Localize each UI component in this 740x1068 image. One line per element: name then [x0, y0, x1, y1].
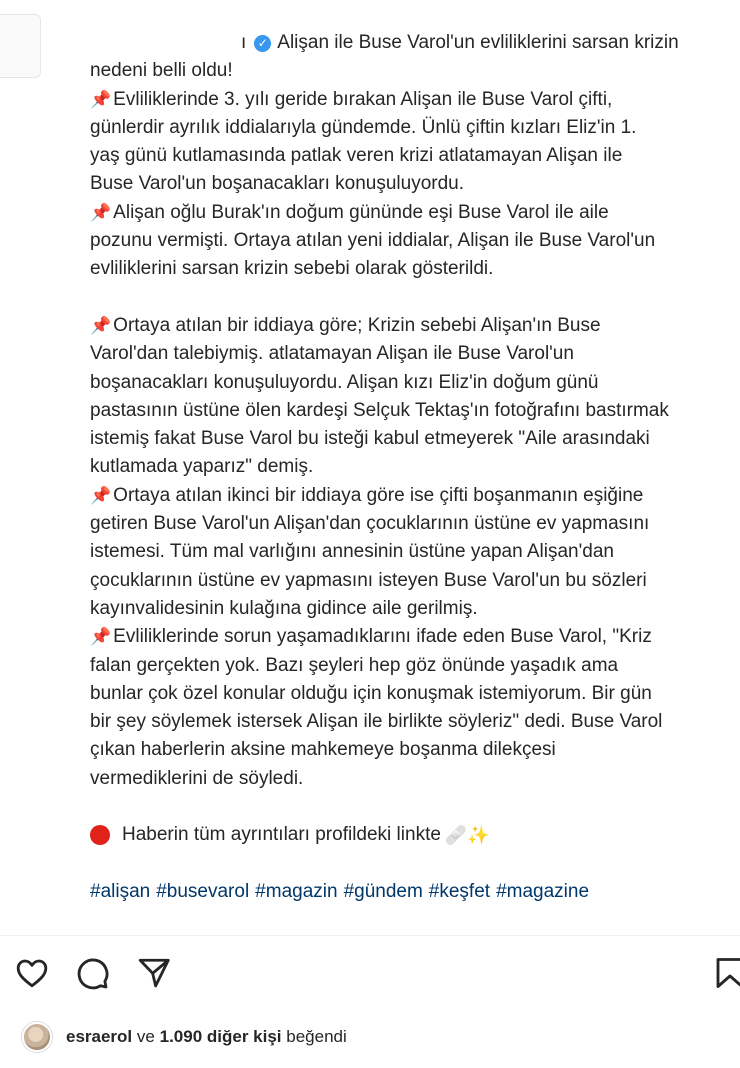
caption-text: yaş günü kutlamasında patlak veren krizi atlatamayan Alişan ile	[90, 145, 623, 167]
hashtag-link[interactable]: #keşfet	[428, 880, 491, 902]
save-button[interactable]	[712, 955, 740, 996]
caption-line	[90, 821, 738, 849]
caption-line	[90, 199, 738, 227]
heart-icon	[14, 955, 50, 991]
caption-text: falan gerçekten yok. Bazı şeyleri hep göz önünde yaşadık ama	[90, 654, 619, 676]
comment-button[interactable]	[74, 955, 110, 996]
red-circle-icon	[90, 825, 110, 845]
hashtag-link[interactable]: #gündem	[343, 880, 423, 902]
caption-line	[90, 680, 738, 708]
caption-text: Alişan ile Buse Varol'un evliliklerini sarsan krizin	[277, 32, 679, 53]
caption-line	[90, 29, 738, 57]
caption-line	[90, 340, 738, 368]
share-button[interactable]	[136, 955, 172, 996]
caption-line	[90, 623, 738, 651]
caption-line	[90, 765, 738, 793]
caption-line	[90, 397, 738, 425]
caption-spacer	[90, 850, 738, 878]
hashtag-link[interactable]: #magazine	[496, 880, 590, 902]
caption-text: çocuklarının üstüne ev yapmasını isteyen Buse Varol'un bu sözleri	[90, 569, 647, 591]
caption-text: pozunu vermişti. Ortaya atılan yeni iddialar, Alişan ile Buse Varol'un	[90, 230, 656, 252]
caption-line	[90, 170, 738, 198]
caption-line	[90, 86, 738, 114]
caption-line	[90, 425, 738, 453]
caption-line	[90, 652, 738, 680]
caption-line	[90, 369, 738, 397]
caption-text: vermediklerini de söyledi.	[90, 767, 304, 789]
caption-text: kutlamada yaparız" demiş.	[90, 456, 314, 478]
author-handle-tail: ı	[241, 32, 247, 53]
caption-line	[90, 482, 738, 510]
caption-text: Evliliklerinde sorun yaşamadıklarını ifade eden Buse Varol, "Kriz	[113, 626, 652, 648]
caption-text: bir şey söylemek istersek Alişan ile birlikte söyleriz" dedi. Buse Varol	[90, 711, 663, 733]
caption-text: çıkan haberlerin aksine mahkemeye boşanma dilekçesi	[90, 739, 556, 761]
like-button[interactable]	[14, 955, 50, 996]
caption-spacer	[90, 284, 738, 312]
divider	[0, 935, 740, 936]
hashtag-link[interactable]: #magazin	[255, 880, 338, 902]
pushpin-icon: 📌	[90, 627, 112, 647]
post-action-bar	[0, 955, 740, 999]
caption-line	[90, 114, 738, 142]
caption-text: Alişan oğlu Burak'ın doğum gününde eşi Buse Varol ile aile	[113, 201, 609, 223]
caption-line	[90, 453, 738, 481]
caption-text: Ortaya atılan ikinci bir iddiaya göre ise çifti boşanmanın eşiğine	[113, 484, 644, 506]
hashtag-list	[90, 878, 738, 906]
liker-username[interactable]: esraerol	[66, 1027, 133, 1046]
caption-text: pastasının üstüne ölen kardeşi Selçuk Tektaş'ın fotoğrafını bastırmak	[90, 399, 669, 421]
caption-text: Varol'dan talebiymiş. atlatamayan Alişan ile Buse Varol'un	[90, 343, 574, 365]
liker-avatar[interactable]	[22, 1022, 52, 1052]
caption-text: nedeni belli oldu!	[90, 60, 233, 82]
likes-connector: ve	[136, 1027, 155, 1046]
caption-text: kayınvalidesinin kulağına gidince aile gerilmiş.	[90, 597, 478, 619]
verified-badge-icon: ✓	[254, 35, 271, 52]
hashtag-link[interactable]: #alişan	[90, 880, 151, 902]
caption-text: günlerdir ayrılık iddialarıyla gündemde. Ünlü çiftin kızları Eliz'in 1.	[90, 116, 637, 138]
caption-text: Evliliklerinde 3. yılı geride bırakan Alişan ile Buse Varol çifti,	[113, 88, 613, 110]
caption-text: Haberin tüm ayrıntıları profildeki linkte	[122, 824, 441, 846]
caption-text: boşanacakları konuşuluyordu. Alişan kızı Eliz'in doğum günü	[90, 371, 599, 393]
caption-spacer	[90, 793, 738, 821]
bookmark-icon	[712, 955, 740, 991]
post-caption	[90, 29, 738, 906]
caption-line	[90, 312, 738, 340]
caption-line	[90, 736, 738, 764]
caption-line	[90, 255, 738, 283]
pushpin-icon: 📌	[90, 202, 112, 222]
caption-text: getiren Buse Varol'un Alişan'dan çocuklarının üstüne ev yapmasını	[90, 513, 650, 535]
caption-text: Ortaya atılan bir iddiaya göre; Krizin sebebi Alişan'ın Buse	[113, 314, 601, 336]
caption-text: evliliklerini sarsan krizin sebebi olarak gösterildi.	[90, 258, 494, 280]
caption-line	[90, 708, 738, 736]
likes-summary	[22, 1020, 347, 1054]
send-icon	[136, 955, 172, 991]
caption-text: istemiş fakat Buse Varol bu isteği kabul etmeyerek "Aile arasındaki	[90, 428, 650, 450]
pushpin-icon: 📌	[90, 485, 112, 505]
author-avatar[interactable]	[0, 14, 41, 78]
caption-line	[90, 567, 738, 595]
caption-line	[90, 510, 738, 538]
caption-line	[90, 538, 738, 566]
pushpin-icon: 📌	[90, 89, 112, 109]
caption-line	[90, 57, 738, 85]
caption-line	[90, 595, 738, 623]
comment-icon	[74, 955, 110, 991]
hashtag-link[interactable]: #busevarol	[156, 880, 250, 902]
caption-text: bunlar çok özel konular olduğu için konuşmak istemiyorum. Bir gün	[90, 682, 652, 704]
pushpin-icon: 📌	[90, 315, 112, 335]
caption-text: istemesi. Tüm mal varlığını annesinin üstüne yapan Alişan'dan	[90, 541, 614, 563]
caption-line	[90, 142, 738, 170]
caption-line	[90, 227, 738, 255]
likes-suffix: beğendi	[286, 1027, 347, 1046]
bandage-sparkles-icon: 🩹✨	[444, 825, 490, 846]
caption-text: Buse Varol'un boşanacakları konuşuluyordu.	[90, 173, 465, 195]
likes-count[interactable]: 1.090 diğer kişi	[159, 1027, 282, 1046]
